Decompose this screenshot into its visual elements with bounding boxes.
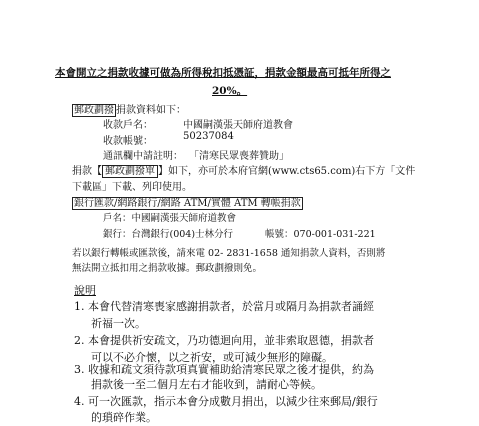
recipient-value: 中國嗣漢張天師府道教會 <box>183 120 293 131</box>
account-label: 收款帳號： <box>103 136 153 147</box>
tax-notice <box>55 63 425 83</box>
bank-name-row <box>103 210 236 224</box>
download-text: 】如下，亦可於本府官網(www.cts65.com)右下方「文件 <box>158 166 416 177</box>
bank-name-value: 中國嗣漢張天師府道教會 <box>131 213 237 224</box>
postal-form-label: 郵政劃撥單 <box>102 165 158 178</box>
account-value: 50237084 <box>183 131 234 142</box>
note-label: 通訊欄中請註明： <box>103 151 183 162</box>
item-text: 本會提供祈安疏文，乃功德迴向用，並非索取恩德，捐款者 <box>88 334 374 347</box>
bank-label: 銀行： <box>103 229 132 240</box>
item-text: 可一次匯款，指示本會分成數月捐出，以減少往來郵局/銀行 <box>88 395 378 408</box>
explanation-title: 說明 <box>74 284 96 297</box>
bank-note-line2: 無法開立抵扣用之捐款收據。郵政劃撥則免。 <box>72 263 263 274</box>
item-continuation: 捐款後一至二個月左右才能收到，請耐心等候。 <box>91 378 322 391</box>
bank-box-label: 銀行匯款/網路銀行/網路 ATM/實體 ATM 轉帳捐款 <box>74 198 301 209</box>
postal-intro: 捐款資料如下： <box>116 105 186 116</box>
bank-header <box>72 194 303 209</box>
download-line2: 下載區」下載、列印使用。 <box>72 182 192 193</box>
item-number: 2. <box>74 334 85 347</box>
item-continuation: 可以不必介懷，以之祈安，或可減少無形的障礙。 <box>91 351 333 364</box>
list-item <box>74 332 374 349</box>
bank-account-row <box>265 226 376 240</box>
item-number: 1. <box>74 300 85 313</box>
item-continuation: 祈福一次。 <box>91 317 146 330</box>
bank-account-value: 070-001-031-221 <box>293 229 376 240</box>
postal-intro-line <box>72 101 186 116</box>
bank-name-label: 戶名： <box>103 213 132 224</box>
recipient-label: 收款戶名： <box>103 120 153 131</box>
item-number: 3. <box>74 363 85 376</box>
note-value: 「清寒民眾喪葬贊助」 <box>189 151 289 162</box>
item-number: 4. <box>74 395 85 408</box>
list-item <box>74 298 374 315</box>
item-text: 收據和疏文須待款項真實補助給清寒民眾之後才提供，約為 <box>88 363 374 376</box>
list-item <box>74 393 378 410</box>
tax-notice-line2: 20%。 <box>212 85 248 97</box>
postal-box-label: 郵政劃撥 <box>74 105 114 116</box>
item-continuation: 的瑣碎作業。 <box>91 411 157 424</box>
item-text: 本會代替清寒喪家感謝捐款者，於當月或隔月為捐款者誦經 <box>88 300 374 313</box>
bank-note-line1: 若以銀行轉帳或匯款後，請來電 02- 2831-1658 通知捐款人資料，否則將 <box>72 248 386 259</box>
bank-branch-row <box>103 226 233 240</box>
bank-account-label: 帳號： <box>265 229 294 240</box>
download-line1 <box>72 162 415 177</box>
download-prefix: 捐款【 <box>72 166 102 177</box>
tax-notice-line1: 本會開立之捐款收據可做為所得稅扣抵憑証，捐款金額最高可抵年所得之 <box>55 67 391 79</box>
bank-value: 台灣銀行(004)士林分行 <box>131 229 234 240</box>
